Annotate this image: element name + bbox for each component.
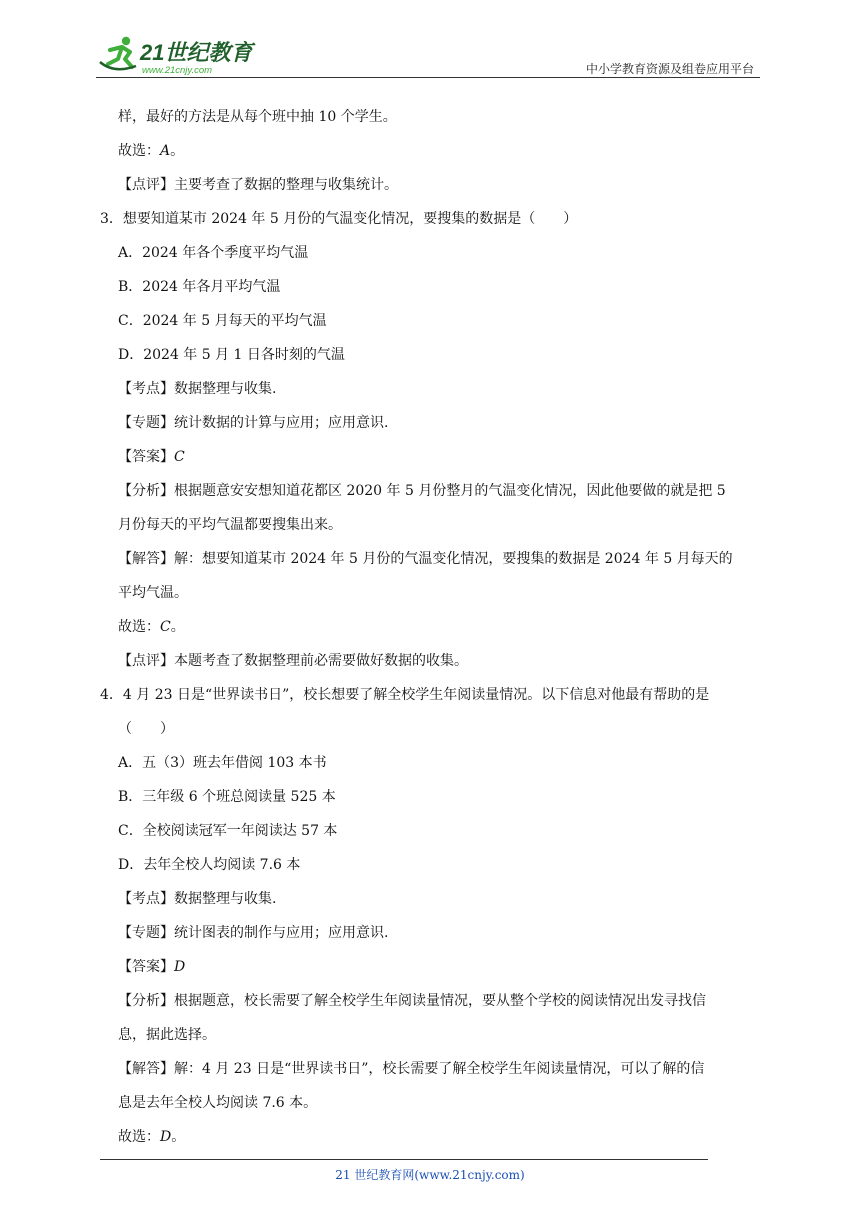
line-text: D．2024 年 5 月 1 日各时刻的气温 [118,347,345,363]
line-text: 【考点】数据整理与收集. [118,891,277,907]
answer-letter: D [174,959,186,975]
line-text: 【答案】 [118,449,174,465]
line-text: B．三年级 6 个班总阅读量 525 本 [118,789,336,805]
text-line [100,508,768,542]
line-text: D．去年全校人均阅读 7.6 本 [118,857,301,873]
line-tail: 。 [171,1129,186,1145]
line-text: 【解答】解：想要知道某市 2024 年 5 月份的气温变化情况，要搜集的数据是 2024 年 5 月每天的 [118,551,733,567]
text-line [100,1018,768,1052]
line-text: 【分析】根据题意安安想知道花都区 2020 年 5 月份整月的气温变化情况，因此他要做的就是把 5 [118,483,726,499]
line-text: 【分析】根据题意，校长需要了解全校学生年阅读量情况，要从整个学校的阅读情况出发寻找信 [118,993,706,1009]
text-line [100,576,768,610]
footer-divider [100,1159,708,1160]
text-line [100,338,768,372]
line-text: C．全校阅读冠军一年阅读达 57 本 [118,823,338,839]
line-text: 月份每天的平均气温都要搜集出来。 [118,517,342,533]
text-line [100,372,768,406]
document-body [100,100,768,1154]
text-line [100,406,768,440]
line-text: 息是去年全校人均阅读 7.6 本。 [118,1095,318,1111]
text-line [100,1120,768,1154]
text-line [100,100,768,134]
text-line [100,848,768,882]
line-text: 4．4 月 23 日是“世界读书日”，校长想要了解全校学生年阅读量情况。以下信息对他最有帮助的是 [100,687,710,703]
line-text: 【考点】数据整理与收集. [118,381,277,397]
line-text: 息，据此选择。 [118,1027,216,1043]
text-line [100,168,768,202]
line-text: B．2024 年各月平均气温 [118,279,281,295]
text-line [100,1086,768,1120]
text-line [100,440,768,474]
line-text: 故选： [118,1129,160,1145]
text-line [100,270,768,304]
text-line [100,950,768,984]
site-logo [96,34,266,76]
line-text: A．2024 年各个季度平均气温 [118,245,309,261]
answer-letter: D [160,1129,172,1145]
text-line [100,678,768,712]
line-text: 【点评】主要考查了数据的整理与收集统计。 [118,177,398,193]
text-line [100,882,768,916]
text-line [100,712,768,746]
text-line [100,134,768,168]
text-line [100,644,768,678]
text-line [100,780,768,814]
text-line [100,304,768,338]
logo-url: www.21cnjy.com [142,65,213,76]
line-text: 故选： [118,619,160,635]
text-line [100,542,768,576]
page-footer: 21 世纪教育网(www.21cnjy.com) [335,1168,525,1182]
answer-letter: A [160,143,171,159]
line-text: （ ） [118,721,174,737]
line-text: 【专题】统计数据的计算与应用；应用意识. [118,415,389,431]
line-text: 【专题】统计图表的制作与应用；应用意识. [118,925,389,941]
text-line [100,984,768,1018]
line-text: 样，最好的方法是从每个班中抽 10 个学生。 [118,109,397,125]
text-line [100,916,768,950]
text-line [100,610,768,644]
answer-letter: C [174,449,185,465]
line-text: C．2024 年 5 月每天的平均气温 [118,313,327,329]
line-text: 故选： [118,143,160,159]
header-divider [96,77,760,78]
platform-title: 中小学教育资源及组卷应用平台 [585,62,754,76]
runner-logo-icon [96,34,266,76]
page-header [96,30,760,80]
text-line [100,746,768,780]
line-text: 平均气温。 [118,585,188,601]
line-text: 【答案】 [118,959,174,975]
text-line [100,236,768,270]
line-text: A．五（3）班去年借阅 103 本书 [118,755,327,771]
text-line [100,814,768,848]
logo-wordmark: 21世纪教育 [140,40,253,65]
line-tail: 。 [170,143,185,159]
line-text: 【点评】本题考查了数据整理前必需要做好数据的收集。 [118,653,468,669]
answer-letter: C [160,619,171,635]
text-line [100,474,768,508]
line-text: 3．想要知道某市 2024 年 5 月份的气温变化情况，要搜集的数据是（ ） [100,211,578,227]
text-line [100,202,768,236]
line-tail: 。 [170,619,185,635]
text-line [100,1052,768,1086]
line-text: 【解答】解：4 月 23 日是“世界读书日”，校长需要了解全校学生年阅读量情况，可以了解的信 [118,1061,705,1077]
